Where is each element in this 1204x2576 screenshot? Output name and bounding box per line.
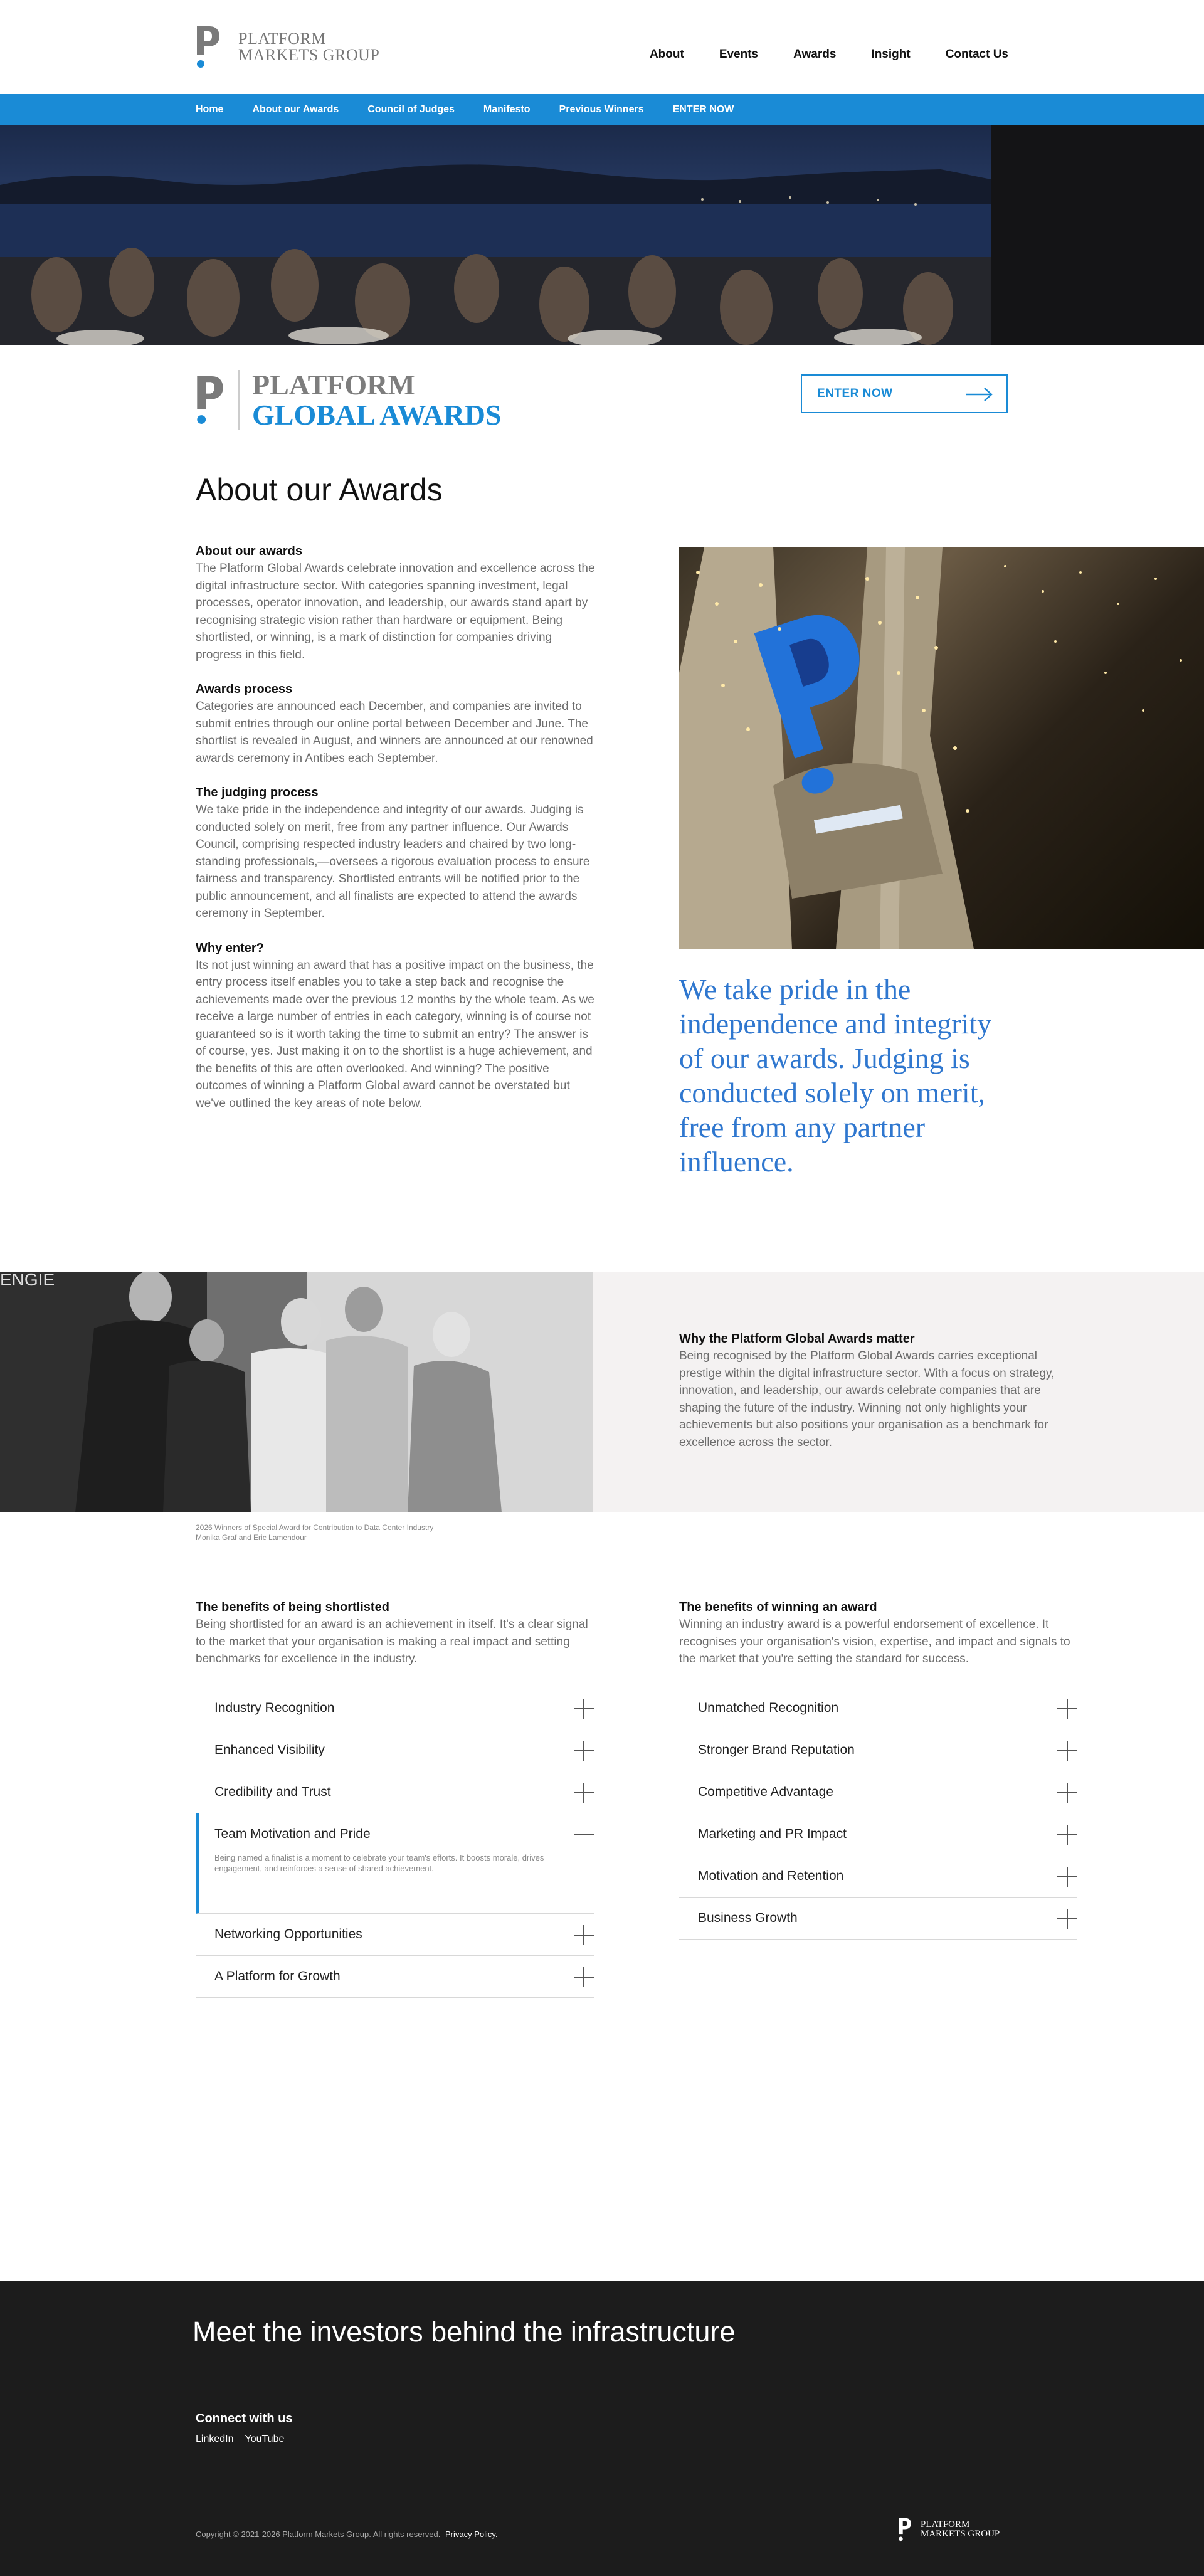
p-logo-icon [196, 25, 221, 69]
subnav-enter-now[interactable]: ENTER NOW [672, 104, 734, 115]
logo-line1: PLATFORM [238, 29, 326, 48]
nav-insight[interactable]: Insight [871, 48, 911, 61]
plus-icon[interactable] [574, 1925, 594, 1945]
plus-icon[interactable] [574, 1967, 594, 1987]
accordion-label: Business Growth [698, 1910, 798, 1925]
accordion-item-unmatched-recognition[interactable] [679, 1687, 1077, 1729]
enter-now-label: ENTER NOW [817, 387, 893, 400]
nav-contact-us[interactable]: Contact Us [945, 48, 1008, 61]
logo-line2: MARKETS GROUP [238, 46, 380, 64]
trophy-photo-illustration [679, 547, 1204, 949]
accordion-item-business-growth[interactable] [679, 1898, 1077, 1940]
shortlisted-title: The benefits of being shortlisted [196, 1600, 389, 1614]
awards-logo-line1: PLATFORM [252, 369, 415, 401]
hero-image [0, 125, 1204, 345]
accordion-label: Industry Recognition [214, 1700, 335, 1715]
accordion-label: Marketing and PR Impact [698, 1826, 847, 1841]
accordion-label: Competitive Advantage [698, 1784, 833, 1799]
footer-logo[interactable] [898, 2517, 1000, 2542]
accordion-item-competitive-advantage[interactable] [679, 1771, 1077, 1813]
photo-sign-text: ENGIE [0, 1272, 55, 1289]
awards-subnav [0, 94, 1204, 125]
plus-icon[interactable] [1057, 1909, 1077, 1929]
accordion-label: A Platform for Growth [214, 1968, 341, 1983]
about-block [196, 941, 597, 1112]
subnav-about-awards[interactable]: About our Awards [252, 104, 339, 115]
plus-icon[interactable] [574, 1783, 594, 1803]
subnav-home[interactable]: Home [196, 104, 224, 115]
about-block-text: Categories are announced each December, and companies are invited to submit entries through our online portal between December and June. The shortlist is revealed in August, and winners are announced at our renowned awards ceremony in Antibes each September. [196, 700, 593, 765]
main-nav [650, 48, 1008, 61]
winning-title: The benefits of winning an award [679, 1600, 877, 1614]
subnav-manifesto[interactable]: Manifesto [483, 104, 531, 115]
about-block-text: Its not just winning an award that has a positive impact on the business, the entry process itself enables you to take a step back and recognise the achievements made over the previous 12 months by the whole team. As we receive a large number of entries in each category, winning is of course not guaranteed so is it worth taking the time to submit an entry? The answer is of course, yes. Just making it on to the shortlist is a huge achievement, and the benefits of this are often overlooked. And winning? The positive outcomes of winning a Platform Global award cannot be overstated but we've outlined the key areas of note below. [196, 958, 594, 1110]
accordion-body: Being named a finalist is a moment to celebrate your team's efforts. It boosts morale, drives engagement, and reinforces a sense of shared achievement. [214, 1852, 544, 1873]
connect-title: Connect with us [196, 2412, 293, 2426]
about-block [196, 544, 597, 663]
plus-icon[interactable] [1057, 1699, 1077, 1719]
plus-icon[interactable] [1057, 1825, 1077, 1845]
winning-text: Winning an industry award is a powerful endorsement of excellence. It recognises your organisation's vision, expertise, and impact and signals to the market that you're setting the standard for success. [679, 1618, 1070, 1665]
photo-caption [196, 1523, 433, 1543]
winners-photo [0, 1272, 593, 1512]
site-header [0, 0, 1204, 94]
caption-line1: 2026 Winners of Special Award for Contribution to Data Center Industry [196, 1523, 434, 1532]
enter-now-button[interactable] [801, 374, 1008, 413]
awards-logo-line2: GLOBAL AWARDS [252, 399, 502, 431]
nav-events[interactable]: Events [719, 48, 759, 61]
plus-icon[interactable] [1057, 1741, 1077, 1761]
matter-text: Being recognised by the Platform Global Awards carries exceptional prestige within the digital infrastructure sector. With a focus on strategy, innovation, and leadership, our awards celebrate companies that are shaping the future of the industry. Winning not only highlights your achievements but also positions your organisation as a benchmark for excellence across the sector. [679, 1349, 1055, 1449]
accordion-item-networking-opportunities[interactable] [196, 1914, 594, 1956]
accordion-item-team-motivation[interactable] [196, 1813, 594, 1914]
accordion-item-stronger-brand-reputation[interactable] [679, 1729, 1077, 1771]
accordion-label: Unmatched Recognition [698, 1700, 839, 1715]
accordion-label: Team Motivation and Pride [214, 1826, 371, 1841]
nav-awards[interactable]: Awards [793, 48, 837, 61]
minus-icon[interactable] [574, 1825, 594, 1845]
site-footer [0, 2281, 1204, 2576]
social-links [196, 2434, 284, 2445]
about-block-text: The Platform Global Awards celebrate innovation and excellence across the digital infrastructure sector. With categories spanning investment, legal processes, operator innovation, and leadership, our awards stand apart by recognising strategic vision rather than hardware or equipment. Being shortlisted, or winning, is a mark of distinction for companies driving progress in this field. [196, 562, 595, 662]
platform-global-awards-logo [196, 370, 502, 430]
winning-benefits [679, 1600, 1077, 1940]
arrow-right-icon [966, 387, 993, 402]
accordion-item-enhanced-visibility[interactable] [196, 1729, 594, 1771]
award-trophy-photo [679, 547, 1204, 949]
about-block-title: Awards process [196, 682, 293, 696]
privacy-policy-link[interactable]: Privacy Policy. [445, 2530, 498, 2539]
awards-matter-panel [593, 1272, 1204, 1512]
hero-photo-illustration [0, 125, 1204, 345]
about-block-title: About our awards [196, 544, 303, 558]
footer-headline: Meet the investors behind the infrastructure [193, 2316, 736, 2348]
about-block [196, 682, 597, 767]
shortlisted-text: Being shortlisted for an award is an achievement in itself. It's a clear signal to the market that your organisation is making a real impact and setting benchmarks for excellence in the industry. [196, 1618, 588, 1665]
accordion-label: Enhanced Visibility [214, 1742, 325, 1757]
copyright-text: Copyright © 2021-2026 Platform Markets Group. All rights reserved. [196, 2530, 441, 2539]
copyright [196, 2530, 498, 2539]
plus-icon[interactable] [574, 1741, 594, 1761]
about-column [196, 544, 597, 1131]
footer-logo-line1: PLATFORM [921, 2520, 970, 2530]
page-title: About our Awards [196, 472, 443, 507]
accordion-item-marketing-pr-impact[interactable] [679, 1813, 1077, 1855]
subnav-council-of-judges[interactable]: Council of Judges [367, 104, 455, 115]
linkedin-link[interactable]: LinkedIn [196, 2434, 234, 2444]
subnav-previous-winners[interactable]: Previous Winners [559, 104, 644, 115]
nav-about[interactable]: About [649, 48, 684, 61]
accordion-label: Networking Opportunities [214, 1926, 362, 1941]
plus-icon[interactable] [574, 1699, 594, 1719]
caption-line2: Monika Graf and Eric Lamendour [196, 1533, 307, 1542]
accordion-item-industry-recognition[interactable] [196, 1687, 594, 1729]
accordion-item-credibility-and-trust[interactable] [196, 1771, 594, 1813]
accordion-label: Motivation and Retention [698, 1868, 844, 1883]
winning-accordion [679, 1687, 1077, 1940]
p-logo-icon [898, 2517, 912, 2542]
accordion-label: Credibility and Trust [214, 1784, 331, 1799]
winners-photo-illustration [0, 1272, 593, 1512]
plus-icon[interactable] [1057, 1783, 1077, 1803]
accordion-item-platform-for-growth[interactable] [196, 1956, 594, 1998]
platform-markets-logo[interactable] [196, 25, 379, 69]
shortlisted-accordion [196, 1687, 594, 1998]
pull-quote: We take pride in the independence and integrity of our awards. Judging is conducted solely on merit, free from any partner influence. [679, 973, 992, 1178]
about-block-text: We take pride in the independence and integrity of our awards. Judging is conducted solely on merit, free from any partner influence. Our Awards Council, comprising respected industry leaders and chaired by two long-standing professionals,—oversees a rigorous evaluation process to ensure fairness and transparency. Shortlisted entrants will be notified prior to the public announcement, and all finalists are expected to attend the awards ceremony in September. [196, 803, 590, 920]
accordion-label: Stronger Brand Reputation [698, 1742, 855, 1757]
matter-title: Why the Platform Global Awards matter [679, 1332, 915, 1346]
shortlisted-benefits [196, 1600, 594, 1998]
p-logo-icon [196, 374, 224, 426]
about-block-title: The judging process [196, 786, 319, 800]
plus-icon[interactable] [1057, 1867, 1077, 1887]
footer-logo-line2: MARKETS GROUP [921, 2529, 1000, 2539]
about-block [196, 786, 597, 922]
youtube-link[interactable]: YouTube [245, 2434, 285, 2444]
accordion-item-motivation-retention[interactable] [679, 1855, 1077, 1898]
about-block-title: Why enter? [196, 941, 264, 955]
